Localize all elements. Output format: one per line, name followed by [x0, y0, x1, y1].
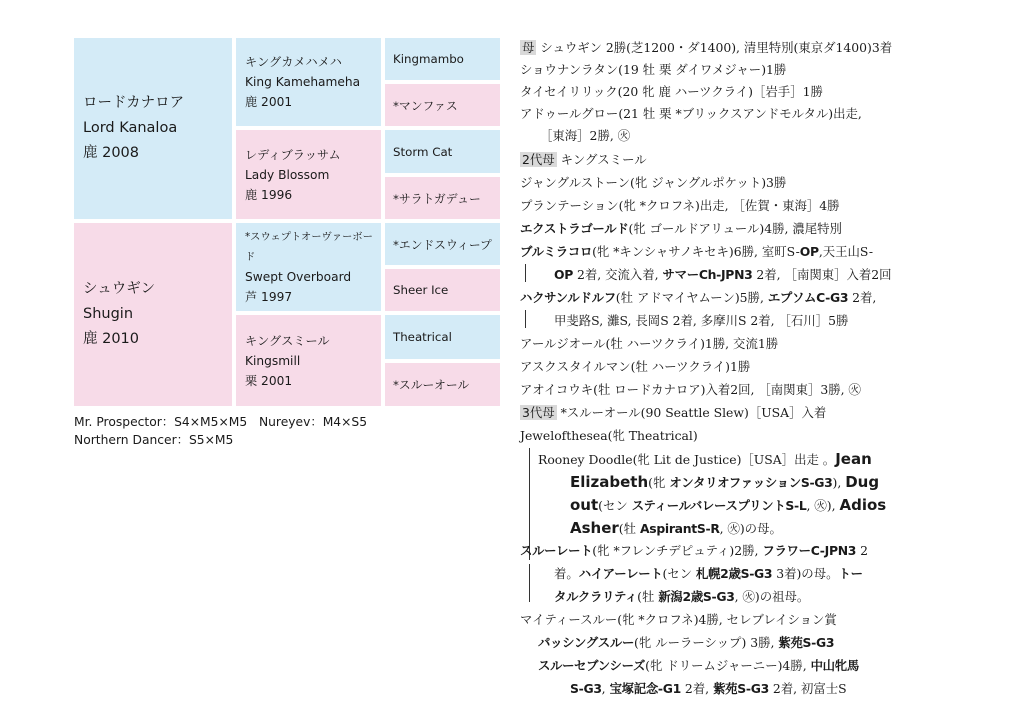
horse-name-bold: Elizabeth	[570, 473, 649, 491]
inbreeding-notes	[74, 413, 367, 449]
dam-dam-info: 栗 2001	[245, 373, 293, 388]
race-name-bold: AspirantS-R	[639, 521, 720, 536]
horse-record: , ㊋),	[806, 498, 840, 513]
gen3-cell-7: Theatrical	[385, 315, 500, 359]
family-line	[554, 587, 809, 607]
dam-record: 2勝(芝1200・ダ1400), 清里特別(東京ダ1400)3着	[601, 40, 893, 55]
horse-record: 2着,	[680, 681, 714, 696]
horse-name-bold: Adios	[839, 496, 887, 514]
horse-name-bold: Jean	[835, 450, 872, 468]
pedigree-chart	[74, 38, 500, 406]
horse-record: 2着,	[848, 290, 877, 305]
family-line	[520, 150, 647, 170]
horse-record: (牝 ルーラーシップ) 3勝,	[634, 635, 779, 650]
family-line	[538, 633, 834, 653]
race-name-bold: サマーCh-JPN3	[662, 267, 753, 282]
horse-record: Rooney Doodle(牝 Lit de Justice)［USA］出走 。	[538, 452, 836, 467]
horse-record: (牝 *キンシャサノキセキ)6勝, 室町S-	[592, 244, 800, 259]
dam-tag: 母	[522, 40, 535, 55]
sire-sire-name-ja: キングカメハメハ	[245, 55, 342, 69]
horse-record: 3着)の母。	[772, 566, 839, 581]
horse-name-bold: エクストラゴールド	[520, 221, 629, 236]
indent-rule	[525, 264, 526, 282]
horse-name-bold: トー	[838, 566, 863, 581]
race-name-bold: フラワーC-JPN3	[762, 543, 857, 558]
sire-cell	[74, 38, 232, 219]
family-line: ジャングルストーン(牝 ジャングルポケット)3勝	[520, 175, 787, 190]
race-name-bold: エプソムC-G3	[767, 290, 849, 305]
third-dam-tag: 3代母	[522, 405, 555, 420]
horse-record: (牡	[637, 589, 659, 604]
horse-record: (牝	[648, 475, 670, 490]
family-line: Jewelofthesea(牝 Theatrical)	[520, 428, 698, 443]
third-dam-name: *スルーオール(90 Seattle Slew)［USA］入着	[556, 405, 827, 420]
gen3-cell-1: Kingmambo	[385, 38, 500, 80]
horse-record: ,天王山S-	[818, 244, 874, 259]
family-line: プランテーション(牝 *クロフネ)出走, ［佐賀・東海］4勝	[520, 198, 840, 213]
family-line	[520, 403, 826, 423]
sire-dam-info: 鹿 1996	[245, 187, 293, 202]
family-line: ［東海］2勝, ㊋	[540, 128, 631, 143]
sire-dam-cell	[236, 130, 381, 219]
dam-dam-name-en: Kingsmill	[245, 353, 301, 368]
dam-name: シュウギン	[540, 40, 602, 55]
horse-record: , ㊋)の母。	[719, 521, 782, 536]
sire-name-en: Lord Kanaloa	[83, 120, 178, 136]
family-line: タイセイリリック(20 牝 鹿 ハーツクライ)［岩手］1勝	[520, 84, 823, 99]
gen3-cell-5: *エンドスウィープ	[385, 223, 500, 265]
dam-dam-cell	[236, 315, 381, 406]
dam-dam-name-ja: キングスミール	[245, 333, 330, 348]
sire-dam-name-en: Lady Blossom	[245, 167, 330, 182]
horse-record: (牝 ゴールドアリュール)4勝, 濃尾特別	[628, 221, 842, 236]
race-name-bold: 中山牝馬	[810, 658, 859, 673]
family-line: アドゥールグロー(21 牡 栗 *ブリックスアンドモルタル)出走,	[520, 106, 862, 121]
horse-record: 2着, 初富士S	[768, 681, 847, 696]
dam-name-en: Shugin	[83, 306, 134, 322]
family-line: マイティースルー(牝 *クロフネ)4勝, セレブレイション賞	[520, 612, 837, 627]
inbreeding-mr-prospector: Mr. Prospector：S4×M5×M5	[74, 415, 248, 429]
family-line	[538, 449, 872, 469]
horse-name-bold: ハクサンルドルフ	[520, 290, 616, 305]
family-line: アオイコウキ(牡 ロードカナロア)入着2回, ［南関東］3勝, ㊋	[520, 382, 861, 397]
horse-record: 2着, 交流入着,	[573, 267, 663, 282]
family-line	[570, 679, 847, 699]
family-line	[554, 265, 892, 285]
horse-record: (牡	[618, 521, 640, 536]
horse-name-bold: Dug	[845, 473, 880, 491]
dam-sire-name-ja: *スウェプトオーヴァーボード	[245, 231, 373, 263]
sire-dam-name-ja: レディブラッサム	[245, 147, 341, 162]
family-line: 甲斐路S, 灘S, 長岡S 2着, 多摩川S 2着, ［石川］5勝	[554, 313, 849, 328]
family-line: ショウナンラタン(19 牡 栗 ダイワメジャー)1勝	[520, 62, 787, 77]
sire-sire-cell	[236, 38, 381, 126]
horse-record: (牡 アドマイヤムーン)5勝,	[615, 290, 768, 305]
race-name-bold: 宝塚記念-G1	[609, 681, 681, 696]
horse-name-bold: ハイアーレート	[578, 566, 663, 581]
horse-name-bold: スルーセブンシーズ	[538, 658, 646, 673]
horse-record: , ㊋)の祖母。	[734, 589, 810, 604]
family-line	[520, 219, 842, 239]
family-line	[520, 242, 873, 262]
sire-sire-info: 鹿 2001	[245, 95, 293, 109]
family-line	[520, 541, 868, 561]
race-name-bold: オンタリオファッションS-G3	[669, 475, 833, 490]
second-dam-name: キングスミール	[556, 152, 647, 167]
horse-record: ),	[832, 475, 846, 490]
horse-record: ,	[601, 681, 610, 696]
second-dam-tag: 2代母	[522, 152, 555, 167]
race-name-bold: 紫苑S-G3	[713, 681, 769, 696]
family-line	[570, 472, 879, 492]
indent-rule	[525, 310, 526, 328]
sire-name-ja: ロードカナロア	[83, 95, 185, 111]
race-name-bold: S-G3	[570, 681, 602, 696]
family-line	[520, 288, 876, 308]
dam-info: 鹿 2010	[83, 331, 140, 347]
horse-name-bold: スルーレート	[520, 543, 593, 558]
horse-record: 着。	[554, 566, 579, 581]
race-grade-bold: OP	[799, 244, 819, 259]
family-line: アールジオール(牡 ハーツクライ)1勝, 交流1勝	[520, 336, 779, 351]
horse-name-bold: Asher	[570, 519, 619, 537]
horse-record: (セン	[662, 566, 696, 581]
horse-name-bold: ブルミラコロ	[520, 244, 593, 259]
dam-sire-name-en: Swept Overboard	[245, 270, 352, 284]
family-line	[538, 656, 859, 676]
gen3-cell-4: *サラトガデュー	[385, 177, 500, 219]
family-line: アスクスタイルマン(牡 ハーツクライ)1勝	[520, 359, 751, 374]
gen3-cell-3: Storm Cat	[385, 130, 500, 173]
horse-record: 2	[856, 543, 868, 558]
indent-rule	[529, 564, 530, 602]
gen3-cell-6: Sheer Ice	[385, 269, 500, 311]
sire-info: 鹿 2008	[83, 145, 140, 161]
horse-record: (セン	[598, 498, 632, 513]
gen3-cell-8: *スルーオール	[385, 363, 500, 406]
sire-sire-name-en: King Kamehameha	[245, 75, 361, 89]
family-line	[520, 38, 892, 58]
race-grade-bold: OP	[554, 267, 574, 282]
horse-name-bold: パッシングスルー	[538, 635, 635, 650]
dam-sire-cell	[236, 223, 381, 311]
race-name-bold: 札幌2歳S-G3	[696, 566, 773, 581]
horse-name-bold: タルクラリティ	[554, 589, 638, 604]
family-line	[570, 495, 886, 515]
dam-cell	[74, 223, 232, 406]
race-name-bold: 新潟2歳S-G3	[658, 589, 735, 604]
race-name-bold: スティールバレースプリントS-L	[631, 498, 807, 513]
horse-record: 2着, ［南関東］入着2回	[752, 267, 892, 282]
family-line	[570, 518, 782, 538]
horse-record: (牝 ドリームジャーニー)4勝,	[645, 658, 811, 673]
inbreeding-northern-dancer: Northern Dancer：S5×M5	[74, 433, 234, 447]
family-line	[554, 564, 863, 584]
horse-record: (牝 *フレンチデピュティ)2勝,	[592, 543, 763, 558]
dam-sire-info: 芦 1997	[245, 290, 293, 304]
inbreeding-nureyev: Nureyev：M4×S5	[258, 415, 368, 429]
dam-name-ja: シュウギン	[83, 281, 156, 297]
gen3-cell-2: *マンファス	[385, 84, 500, 126]
horse-name-bold: out	[570, 496, 599, 514]
race-name-bold: 紫苑S-G3	[778, 635, 835, 650]
